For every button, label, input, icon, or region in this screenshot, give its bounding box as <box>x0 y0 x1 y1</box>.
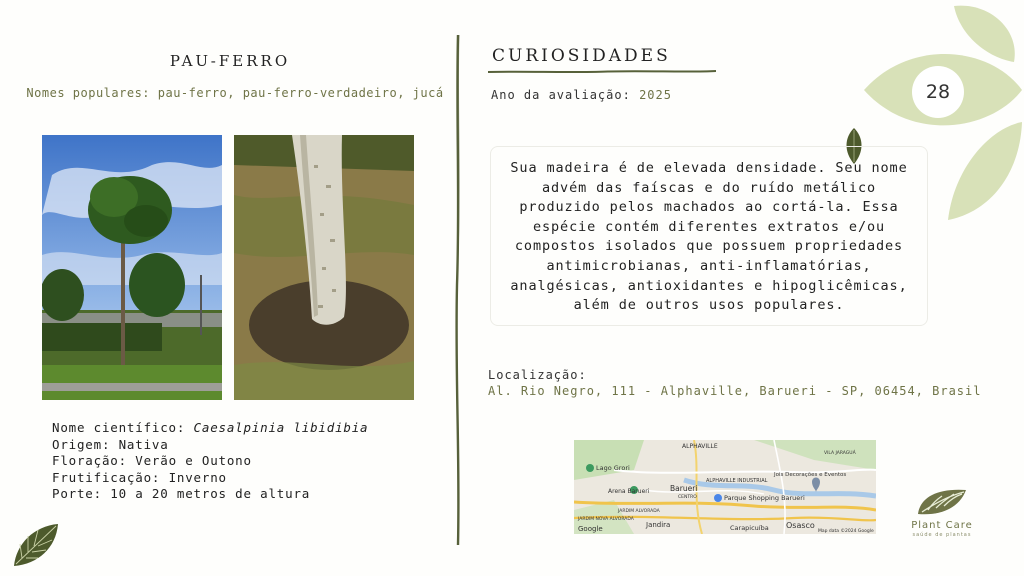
map-label-alphaville-industrial: ALPHAVILLE INDUSTRIAL <box>706 478 768 484</box>
curiosities-title: CURIOSIDADES <box>492 46 671 66</box>
map-label-barueri: Barueri <box>670 484 698 493</box>
map-label-carapicuiba: Carapicuíba <box>730 524 769 532</box>
brand-tagline: saúde de plantas <box>912 532 972 538</box>
curiosity-box <box>490 146 928 326</box>
map-google-logo: Google <box>578 525 603 533</box>
curiosity-text: Sua madeira é de elevada densidade. Seu nome advém das faíscas e do ruído metálico produzido pelos machados ao cortá-la. Essa espécie contém diferentes extratos e/ou compostos isolados que possuem propriedades antimicrobianas, anti-inflamatórias, analgésicas, antioxidantes e hipoglicêmicas, além de outros usos populares. <box>510 160 908 314</box>
detail-origin: Origem: Nativa <box>52 436 169 452</box>
location-map[interactable] <box>574 440 876 534</box>
evaluation-year-value: 2025 <box>639 88 672 102</box>
leaf-shape-bottom <box>948 122 1022 220</box>
map-label-jandira: Jandira <box>646 521 671 529</box>
map-label-osasco: Osasco <box>786 521 815 530</box>
scientific-name-value: Caesalpinia libidibia <box>193 420 369 435</box>
location-address: Al. Rio Negro, 111 - Alphaville, Barueri - SP, 06454, Brasil <box>488 384 982 398</box>
brand-name: Plant Care <box>911 520 973 531</box>
page-number: 28 <box>912 66 964 118</box>
map-label-alphaville: ALPHAVILLE <box>682 443 718 450</box>
leaf-shape-top <box>954 6 1015 62</box>
plant-care-logo-icon <box>914 486 970 518</box>
detail-fruiting: Frutificação: Inverno <box>52 469 227 485</box>
title-underline <box>488 68 716 76</box>
map-label-centro: CENTRO <box>678 495 697 500</box>
tree-photo <box>42 135 222 400</box>
popular-names: Nomes populares: pau-ferro, pau-ferro-verdadeiro, jucá <box>26 86 444 100</box>
detail-scientific-name: Nome científico: Caesalpinia libidibia <box>52 420 369 435</box>
map-label-jardim-nova: JARDIM NOVA ALVORADA <box>578 517 634 522</box>
map-label-lago: Lago Grori <box>596 464 630 472</box>
decorative-leaf-bottom-left <box>10 520 62 570</box>
map-label-parque: Parque Shopping Barueri <box>724 494 805 502</box>
location-label: Localização: <box>488 368 587 382</box>
map-label-jardim: JARDIM ALVORADA <box>618 509 660 514</box>
map-attribution: Map data ©2024 Google <box>818 529 874 534</box>
evaluation-year: Ano da avaliação: 2025 <box>491 88 672 102</box>
map-label-arena: Arena Barueri <box>608 488 650 495</box>
map-label-jois: Jois Decorações e Eventos <box>774 472 847 478</box>
species-title: PAU-FERRO <box>169 52 291 70</box>
vertical-divider <box>452 35 464 545</box>
trunk-photo <box>234 135 414 400</box>
detail-flowering: Floração: Verão e Outono <box>52 453 252 468</box>
species-details <box>52 420 368 503</box>
detail-size: Porte: 10 a 20 metros de altura <box>52 486 311 501</box>
map-label-vila: VILA JARAGUÁ <box>824 451 856 456</box>
